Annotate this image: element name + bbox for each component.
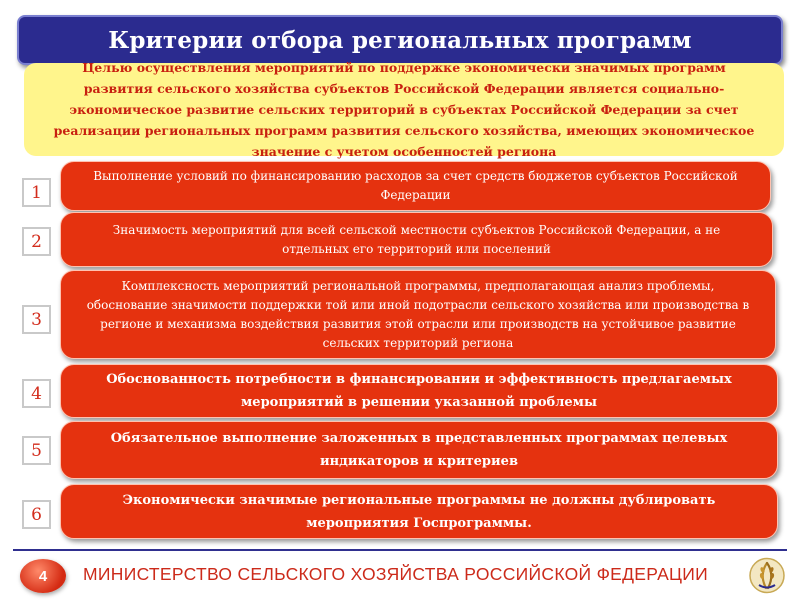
criterion-text-5: Обязательное выполнение заложенных в представленных программах целевых индикаторов и критериев <box>110 431 728 469</box>
criterion-item-4 <box>60 364 778 418</box>
criterion-text-1: Выполнение условий по финансированию расходов за счет средств бюджетов субъектов Российской Федерации <box>93 169 738 202</box>
intro-text: Целью осуществления мероприятий по поддержке экономически значимых программ развития сельского хозяйства субъектов Российской Федерации является социально-экономическое развитие сельских территорий в субъектах Российской Федерации за счет реализации региональных программ развития сельского хозяйства, имеющих экономическое значение с учетом особенностей региона <box>53 60 755 159</box>
criterion-item-5 <box>60 421 778 479</box>
criterion-text-6: Экономически значимые региональные программы не должны дублировать мероприятия Госпрограммы. <box>122 492 716 531</box>
criterion-item-1 <box>60 161 771 211</box>
criterion-number-3: 3 <box>22 305 51 334</box>
criterion-number-2: 2 <box>22 227 51 256</box>
wheat-ears-emblem-icon <box>749 557 785 594</box>
criterion-number-6: 6 <box>22 500 51 529</box>
criterion-number-1: 1 <box>22 178 51 207</box>
page-number-badge: 4 <box>20 559 66 593</box>
intro-box <box>24 60 784 159</box>
page-title: Критерии отбора региональных программ <box>108 26 692 54</box>
criterion-item-6 <box>60 484 778 539</box>
criterion-number-5: 5 <box>22 436 51 465</box>
footer-divider <box>13 549 787 551</box>
criterion-text-3: Комплексность мероприятий региональной программы, предполагающая анализ проблемы, обоснование значимости поддержки той или иной подотрасли сельского хозяйства или производства в регионе и механизма воздействия развития этой отрасли или производств на устойчивое развитие сельских территорий региона <box>86 278 750 350</box>
criterion-text-2: Значимость мероприятий для всей сельской местности субъектов Российской Федерации, а не отдельных его территорий или поселений <box>112 222 721 256</box>
criterion-text-4: Обоснованность потребности в финансировании и эффективность предлагаемых мероприятий в решении указанной проблемы <box>106 372 732 410</box>
criterion-number-4: 4 <box>22 379 51 408</box>
ministry-name: МИНИСТЕРСТВО СЕЛЬСКОГО ХОЗЯЙСТВА РОССИЙСКОЙ ФЕДЕРАЦИИ <box>83 564 709 584</box>
criterion-item-3 <box>60 270 776 359</box>
criterion-item-2 <box>60 212 773 267</box>
